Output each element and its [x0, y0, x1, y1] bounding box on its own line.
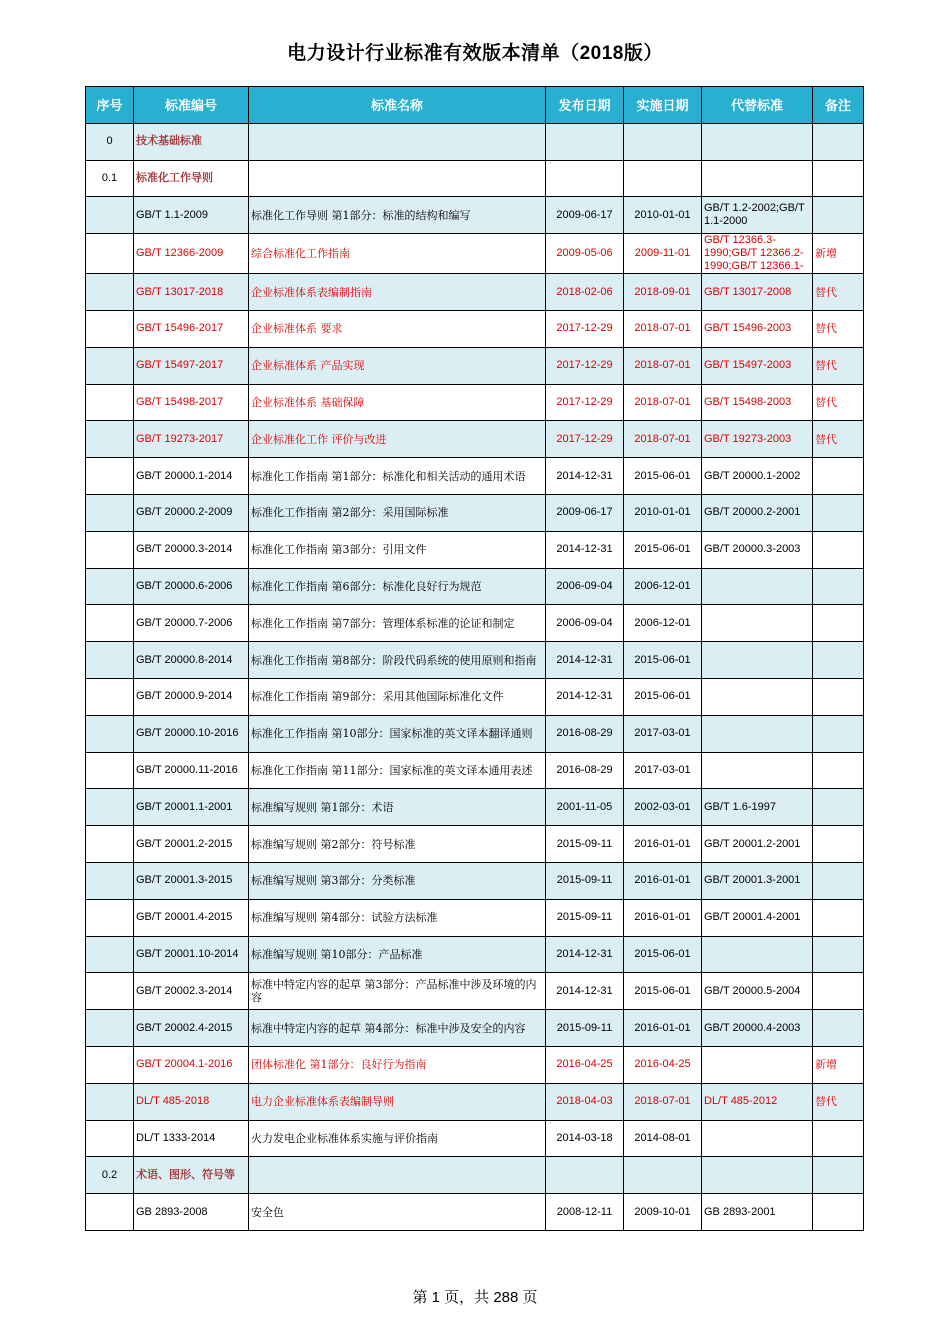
row-seq [86, 1010, 134, 1047]
row-impl-date: 2018-07-01 [624, 310, 702, 347]
table-row [86, 531, 864, 568]
row-name: 火力发电企业标准体系实施与评价指南 [249, 1120, 546, 1157]
col-header-note: 备注 [813, 87, 864, 124]
row-note: 替代 [813, 310, 864, 347]
table-row [86, 605, 864, 642]
row-replace: DL/T 485-2012 [702, 1083, 813, 1120]
table-row [86, 421, 864, 458]
row-seq [86, 1083, 134, 1120]
row-impl-date: 2018-07-01 [624, 384, 702, 421]
row-name: 标准编写规则 第1部分：术语 [249, 789, 546, 826]
row-code: GB/T 19273-2017 [134, 421, 249, 458]
page-title: 电力设计行业标准有效版本清单（2018版） [287, 43, 663, 64]
table-row [86, 274, 864, 311]
row-pub-date: 2014-12-31 [546, 678, 624, 715]
row-pub-date: 2006-09-04 [546, 605, 624, 642]
row-name [249, 123, 546, 160]
row-pub-date: 2006-09-04 [546, 568, 624, 605]
row-code: GB/T 20000.1-2014 [134, 458, 249, 495]
table-row [86, 458, 864, 495]
row-pub-date: 2016-08-29 [546, 752, 624, 789]
row-pub-date: 2018-04-03 [546, 1083, 624, 1120]
table-row [86, 347, 864, 384]
row-note [813, 899, 864, 936]
row-seq [86, 197, 134, 234]
row-code: GB/T 20000.10-2016 [134, 715, 249, 752]
row-replace [702, 123, 813, 160]
row-seq [86, 384, 134, 421]
row-seq [86, 605, 134, 642]
row-pub-date: 2015-09-11 [546, 1010, 624, 1047]
category-row [86, 1157, 864, 1194]
row-impl-date: 2009-11-01 [624, 234, 702, 274]
row-code: GB/T 20000.7-2006 [134, 605, 249, 642]
row-impl-date [624, 160, 702, 197]
row-impl-date: 2015-06-01 [624, 973, 702, 1010]
row-code: GB/T 1.1-2009 [134, 197, 249, 234]
row-seq [86, 234, 134, 274]
row-replace: GB/T 20001.3-2001 [702, 862, 813, 899]
table-row [86, 234, 864, 274]
row-name: 标准化工作指南 第9部分：采用其他国际标准化文件 [249, 678, 546, 715]
row-name: 标准中特定内容的起草 第3部分：产品标准中涉及环境的内容 [249, 973, 546, 1010]
row-name: 标准化工作导则 第1部分：标准的结构和编写 [249, 197, 546, 234]
row-note: 替代 [813, 384, 864, 421]
row-name: 标准化工作指南 第7部分：管理体系标准的论证和制定 [249, 605, 546, 642]
row-code: GB/T 20000.8-2014 [134, 642, 249, 679]
row-name: 企业标准体系 产品实现 [249, 347, 546, 384]
row-replace: GB/T 12366.3-1990;GB/T 12366.2-1990;GB/T 12366.1- [702, 234, 813, 274]
row-note [813, 1157, 864, 1194]
row-pub-date: 2018-02-06 [546, 274, 624, 311]
col-header-replace: 代替标准 [702, 87, 813, 124]
row-replace: GB/T 20000.1-2002 [702, 458, 813, 495]
row-seq [86, 936, 134, 973]
row-pub-date: 2015-09-11 [546, 862, 624, 899]
row-replace: GB/T 15496-2003 [702, 310, 813, 347]
row-replace [702, 1120, 813, 1157]
row-name: 标准化工作指南 第10部分：国家标准的英文译本翻译通则 [249, 715, 546, 752]
row-note [813, 123, 864, 160]
col-header-pub-date: 发布日期 [546, 87, 624, 124]
col-header-name: 标准名称 [249, 87, 546, 124]
row-name: 企业标准体系表编制指南 [249, 274, 546, 311]
row-impl-date [624, 1157, 702, 1194]
row-name: 标准编写规则 第4部分：试验方法标准 [249, 899, 546, 936]
row-pub-date: 2001-11-05 [546, 789, 624, 826]
row-impl-date: 2016-01-01 [624, 826, 702, 863]
row-code: GB/T 20000.6-2006 [134, 568, 249, 605]
row-impl-date: 2015-06-01 [624, 531, 702, 568]
row-seq [86, 715, 134, 752]
row-code: GB/T 12366-2009 [134, 234, 249, 274]
row-pub-date: 2014-12-31 [546, 458, 624, 495]
row-replace [702, 678, 813, 715]
row-seq: 0.2 [86, 1157, 134, 1194]
row-name: 标准化工作指南 第2部分：采用国际标准 [249, 494, 546, 531]
row-impl-date: 2016-01-01 [624, 899, 702, 936]
row-impl-date: 2016-01-01 [624, 862, 702, 899]
row-code: GB/T 20002.4-2015 [134, 1010, 249, 1047]
row-seq [86, 826, 134, 863]
table-row [86, 862, 864, 899]
row-note [813, 458, 864, 495]
row-code: GB/T 20000.2-2009 [134, 494, 249, 531]
table-header-row [86, 87, 864, 124]
row-replace [702, 605, 813, 642]
row-replace: GB/T 19273-2003 [702, 421, 813, 458]
row-impl-date: 2017-03-01 [624, 715, 702, 752]
row-pub-date: 2009-05-06 [546, 234, 624, 274]
row-note [813, 1010, 864, 1047]
row-seq [86, 568, 134, 605]
row-note [813, 752, 864, 789]
row-code: GB/T 20004.1-2016 [134, 1046, 249, 1083]
row-replace [702, 568, 813, 605]
table-row [86, 384, 864, 421]
row-note [813, 568, 864, 605]
row-code: GB/T 15496-2017 [134, 310, 249, 347]
row-note [813, 531, 864, 568]
row-seq: 0 [86, 123, 134, 160]
standards-table [85, 86, 864, 1231]
row-impl-date: 2018-07-01 [624, 347, 702, 384]
row-replace: GB/T 15498-2003 [702, 384, 813, 421]
row-code: GB/T 20000.9-2014 [134, 678, 249, 715]
row-note [813, 642, 864, 679]
row-replace [702, 1046, 813, 1083]
table-row [86, 715, 864, 752]
row-note: 替代 [813, 274, 864, 311]
table-row [86, 936, 864, 973]
row-note [813, 605, 864, 642]
row-impl-date: 2016-01-01 [624, 1010, 702, 1047]
table-row [86, 973, 864, 1010]
row-name: 电力企业标准体系表编制导则 [249, 1083, 546, 1120]
row-pub-date: 2017-12-29 [546, 310, 624, 347]
row-replace [702, 1157, 813, 1194]
row-code: GB/T 20000.11-2016 [134, 752, 249, 789]
row-pub-date: 2017-12-29 [546, 384, 624, 421]
row-note: 新增 [813, 234, 864, 274]
col-header-seq: 序号 [86, 87, 134, 124]
row-note [813, 973, 864, 1010]
row-note [813, 936, 864, 973]
row-seq [86, 531, 134, 568]
row-replace [702, 752, 813, 789]
row-pub-date: 2014-12-31 [546, 973, 624, 1010]
row-note [813, 678, 864, 715]
category-row [86, 160, 864, 197]
row-name: 企业标准体系 基础保障 [249, 384, 546, 421]
row-replace: GB/T 20000.4-2003 [702, 1010, 813, 1047]
row-pub-date: 2017-12-29 [546, 421, 624, 458]
row-code: GB/T 20001.3-2015 [134, 862, 249, 899]
row-seq [86, 421, 134, 458]
row-seq [86, 494, 134, 531]
row-impl-date: 2016-04-25 [624, 1046, 702, 1083]
row-note [813, 197, 864, 234]
table-row [86, 1010, 864, 1047]
row-seq [86, 1194, 134, 1231]
table-row [86, 1120, 864, 1157]
row-code: GB/T 20000.3-2014 [134, 531, 249, 568]
table-row [86, 1083, 864, 1120]
row-note [813, 826, 864, 863]
row-impl-date: 2018-07-01 [624, 421, 702, 458]
row-pub-date: 2015-09-11 [546, 826, 624, 863]
table-row [86, 310, 864, 347]
row-replace [702, 160, 813, 197]
row-name: 标准化工作指南 第6部分：标准化良好行为规范 [249, 568, 546, 605]
row-replace: GB/T 20000.5-2004 [702, 973, 813, 1010]
row-impl-date: 2006-12-01 [624, 605, 702, 642]
row-code: DL/T 1333-2014 [134, 1120, 249, 1157]
row-name: 标准化工作指南 第1部分：标准化和相关活动的通用术语 [249, 458, 546, 495]
row-seq [86, 1120, 134, 1157]
row-code: 标准化工作导则 [134, 160, 249, 197]
row-name: 综合标准化工作指南 [249, 234, 546, 274]
row-pub-date [546, 1157, 624, 1194]
row-note: 替代 [813, 347, 864, 384]
table-row [86, 899, 864, 936]
row-name [249, 160, 546, 197]
row-note: 新增 [813, 1046, 864, 1083]
row-note: 替代 [813, 421, 864, 458]
row-replace: GB/T 20001.2-2001 [702, 826, 813, 863]
row-seq [86, 899, 134, 936]
row-impl-date: 2015-06-01 [624, 936, 702, 973]
row-code: GB/T 20001.1-2001 [134, 789, 249, 826]
row-name: 标准编写规则 第10部分：产品标准 [249, 936, 546, 973]
row-note [813, 1120, 864, 1157]
row-replace: GB/T 1.2-2002;GB/T 1.1-2000 [702, 197, 813, 234]
col-header-impl-date: 实施日期 [624, 87, 702, 124]
row-seq [86, 310, 134, 347]
row-code: 技术基础标准 [134, 123, 249, 160]
row-pub-date [546, 123, 624, 160]
table-row [86, 494, 864, 531]
row-seq: 0.1 [86, 160, 134, 197]
row-code: GB/T 13017-2018 [134, 274, 249, 311]
row-name: 标准化工作指南 第3部分：引用文件 [249, 531, 546, 568]
row-name: 标准编写规则 第3部分：分类标准 [249, 862, 546, 899]
table-row [86, 678, 864, 715]
row-impl-date: 2015-06-01 [624, 678, 702, 715]
row-pub-date: 2014-12-31 [546, 531, 624, 568]
row-seq [86, 347, 134, 384]
row-replace [702, 715, 813, 752]
row-seq [86, 973, 134, 1010]
row-name: 企业标准体系 要求 [249, 310, 546, 347]
row-pub-date: 2014-12-31 [546, 642, 624, 679]
row-name: 企业标准化工作 评价与改进 [249, 421, 546, 458]
table-row [86, 642, 864, 679]
col-header-code: 标准编号 [134, 87, 249, 124]
row-name: 安全色 [249, 1194, 546, 1231]
row-seq [86, 1046, 134, 1083]
row-replace: GB 2893-2001 [702, 1194, 813, 1231]
row-replace: GB/T 13017-2008 [702, 274, 813, 311]
row-impl-date: 2002-03-01 [624, 789, 702, 826]
row-note: 替代 [813, 1083, 864, 1120]
row-seq [86, 458, 134, 495]
row-replace: GB/T 1.6-1997 [702, 789, 813, 826]
row-name: 标准中特定内容的起草 第4部分：标准中涉及安全的内容 [249, 1010, 546, 1047]
table-row [86, 1194, 864, 1231]
row-pub-date: 2017-12-29 [546, 347, 624, 384]
row-replace: GB/T 20000.2-2001 [702, 494, 813, 531]
row-replace [702, 642, 813, 679]
row-pub-date: 2009-06-17 [546, 197, 624, 234]
row-pub-date: 2008-12-11 [546, 1194, 624, 1231]
row-name: 标准化工作指南 第8部分：阶段代码系统的使用原则和指南 [249, 642, 546, 679]
row-impl-date: 2015-06-01 [624, 642, 702, 679]
row-code: GB/T 20001.2-2015 [134, 826, 249, 863]
row-note [813, 715, 864, 752]
row-code: GB/T 20002.3-2014 [134, 973, 249, 1010]
row-pub-date: 2016-08-29 [546, 715, 624, 752]
row-impl-date: 2015-06-01 [624, 458, 702, 495]
row-seq [86, 752, 134, 789]
row-pub-date: 2009-06-17 [546, 494, 624, 531]
row-seq [86, 862, 134, 899]
row-seq [86, 642, 134, 679]
row-code: GB/T 15498-2017 [134, 384, 249, 421]
row-code: GB 2893-2008 [134, 1194, 249, 1231]
row-note [813, 789, 864, 826]
row-impl-date: 2018-09-01 [624, 274, 702, 311]
table-row [86, 826, 864, 863]
row-replace [702, 936, 813, 973]
row-pub-date [546, 160, 624, 197]
row-pub-date: 2016-04-25 [546, 1046, 624, 1083]
row-pub-date: 2014-03-18 [546, 1120, 624, 1157]
row-code: GB/T 15497-2017 [134, 347, 249, 384]
table-row [86, 568, 864, 605]
row-code: GB/T 20001.4-2015 [134, 899, 249, 936]
row-seq [86, 678, 134, 715]
row-impl-date: 2010-01-01 [624, 197, 702, 234]
row-note [813, 1194, 864, 1231]
row-impl-date: 2017-03-01 [624, 752, 702, 789]
table-row [86, 1046, 864, 1083]
row-note [813, 862, 864, 899]
row-note [813, 494, 864, 531]
row-code: DL/T 485-2018 [134, 1083, 249, 1120]
row-pub-date: 2015-09-11 [546, 899, 624, 936]
row-impl-date [624, 123, 702, 160]
row-impl-date: 2010-01-01 [624, 494, 702, 531]
category-row [86, 123, 864, 160]
row-name: 团体标准化 第1部分：良好行为指南 [249, 1046, 546, 1083]
row-pub-date: 2014-12-31 [546, 936, 624, 973]
row-impl-date: 2009-10-01 [624, 1194, 702, 1231]
row-note [813, 160, 864, 197]
row-impl-date: 2018-07-01 [624, 1083, 702, 1120]
row-seq [86, 789, 134, 826]
row-code: 术语、图形、符号等 [134, 1157, 249, 1194]
page-footer: 第 1 页，共 288 页 [412, 1289, 538, 1306]
row-seq [86, 274, 134, 311]
row-replace: GB/T 15497-2003 [702, 347, 813, 384]
row-impl-date: 2006-12-01 [624, 568, 702, 605]
row-name: 标准编写规则 第2部分：符号标准 [249, 826, 546, 863]
row-impl-date: 2014-08-01 [624, 1120, 702, 1157]
row-replace: GB/T 20001.4-2001 [702, 899, 813, 936]
table-row [86, 752, 864, 789]
table-row [86, 197, 864, 234]
row-replace: GB/T 20000.3-2003 [702, 531, 813, 568]
row-code: GB/T 20001.10-2014 [134, 936, 249, 973]
row-name: 标准化工作指南 第11部分：国家标准的英文译本通用表述 [249, 752, 546, 789]
table-row [86, 789, 864, 826]
row-name [249, 1157, 546, 1194]
